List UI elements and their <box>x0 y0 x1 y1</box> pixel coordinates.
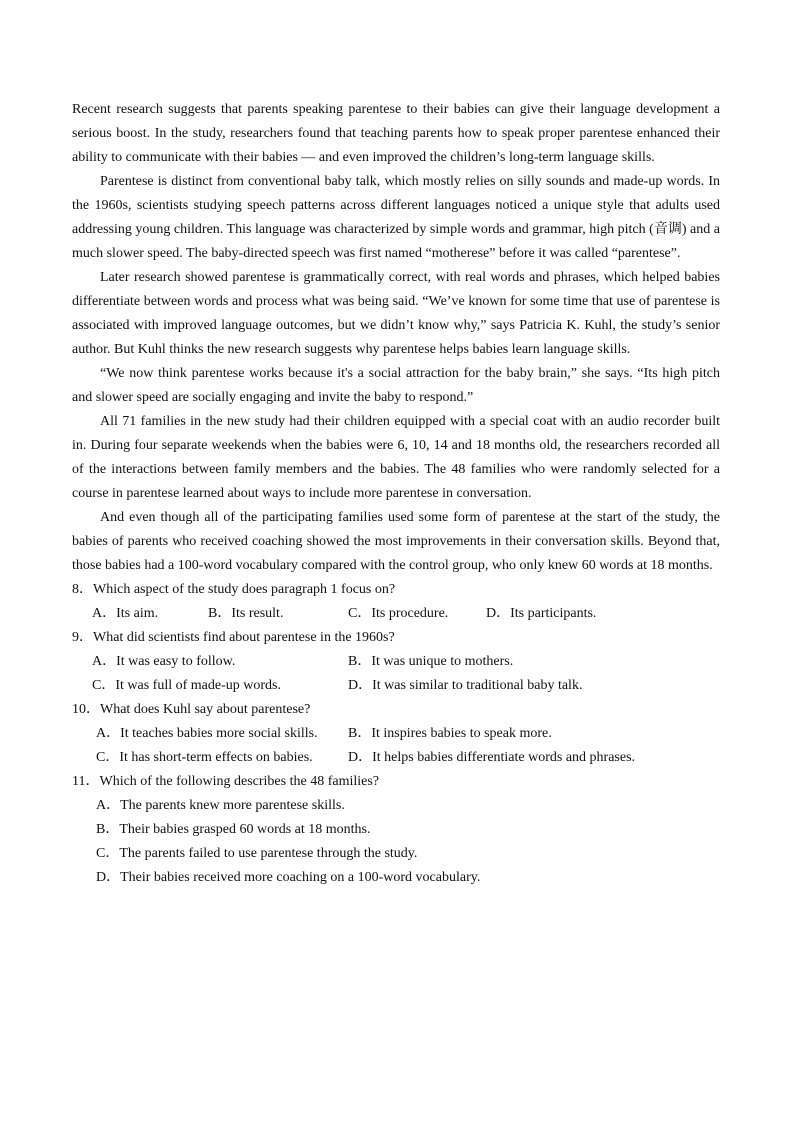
question-8 <box>72 578 720 626</box>
option-d: D．Their babies received more coaching on a 100-word vocabulary. <box>96 870 481 885</box>
document-page <box>72 98 720 890</box>
question-stem: 11．Which of the following describes the 48 families? <box>72 774 380 789</box>
question-stem: 8．Which aspect of the study does paragraph 1 focus on? <box>72 582 396 597</box>
option-d: D．It helps babies differentiate words and phrases. <box>348 750 636 765</box>
question-9 <box>72 626 720 698</box>
option-c: C．It was full of made-up words. <box>92 678 281 693</box>
option-d: D．Its participants. <box>486 606 597 621</box>
option-a: A．Its aim. <box>92 606 159 621</box>
option-b: B．Their babies grasped 60 words at 18 months. <box>96 822 371 837</box>
options-row <box>72 722 720 746</box>
option-b: B．Its result. <box>208 606 284 621</box>
question-10 <box>72 698 720 770</box>
reading-passage <box>72 98 720 578</box>
option-d: D．It was similar to traditional baby talk. <box>348 678 583 693</box>
option-c: C．The parents failed to use parentese through the study. <box>96 846 418 861</box>
passage-paragraph-4: “We now think parentese works because it's a social attraction for the baby brain,” she says. “Its high pitch and slower speed are socially engaging and invite the baby to respond.” <box>72 366 720 405</box>
passage-paragraph-5: All 71 families in the new study had their children equipped with a special coat with an audio recorder built in. During four separate weekends when the babies were 6, 10, 14 and 18 months old, the researchers recorded all of the interactions between family members and the babies. The 48 families who were randomly selected for a course in parentese learned about ways to include more parentese in conversation. <box>72 414 720 501</box>
options-row <box>72 674 720 698</box>
option-a: A．It was easy to follow. <box>92 654 236 669</box>
passage-paragraph-1: Recent research suggests that parents speaking parentese to their babies can give their language development a serious boost. In the study, researchers found that teaching parents how to speak proper parentese enhanced their ability to communicate with their babies — and even improved the children’s long-term language skills. <box>72 102 720 165</box>
passage-paragraph-2: Parentese is distinct from conventional baby talk, which mostly relies on silly sounds and made-up words. In the 1960s, scientists studying speech patterns across different languages noticed a unique style that adults used addressing young children. This language was characterized by simple words and grammar, high pitch (音调) and a much slower speed. The baby-directed speech was first named “motherese” before it was called “parentese”. <box>72 174 720 261</box>
options-row <box>72 650 720 674</box>
option-a: A．It teaches babies more social skills. <box>96 726 318 741</box>
option-b: B．It was unique to mothers. <box>348 654 514 669</box>
option-b: B．It inspires babies to speak more. <box>348 726 552 741</box>
option-a: A．The parents knew more parentese skills. <box>96 798 345 813</box>
question-11 <box>72 770 720 890</box>
option-c: C．Its procedure. <box>348 606 449 621</box>
options-row <box>72 602 720 626</box>
passage-paragraph-6: And even though all of the participating families used some form of parentese at the start of the study, the babies of parents who received coaching showed the most improvements in their conversation skills. Beyond that, those babies had a 100-word vocabulary compared with the control group, who only knew 60 words at 18 months. <box>72 510 720 573</box>
question-stem: 10．What does Kuhl say about parentese? <box>72 702 311 717</box>
options-row <box>72 746 720 770</box>
passage-paragraph-3: Later research showed parentese is grammatically correct, with real words and phrases, which helped babies differentiate between words and process what was being said. “We’ve known for some time that use of parentese is associated with improved language outcomes, but we didn’t know why,” says Patricia K. Kuhl, the study’s senior author. But Kuhl thinks the new research suggests why parentese helps babies learn language skills. <box>72 270 720 357</box>
question-stem: 9．What did scientists find about parentese in the 1960s? <box>72 630 395 645</box>
option-c: C．It has short-term effects on babies. <box>96 750 313 765</box>
